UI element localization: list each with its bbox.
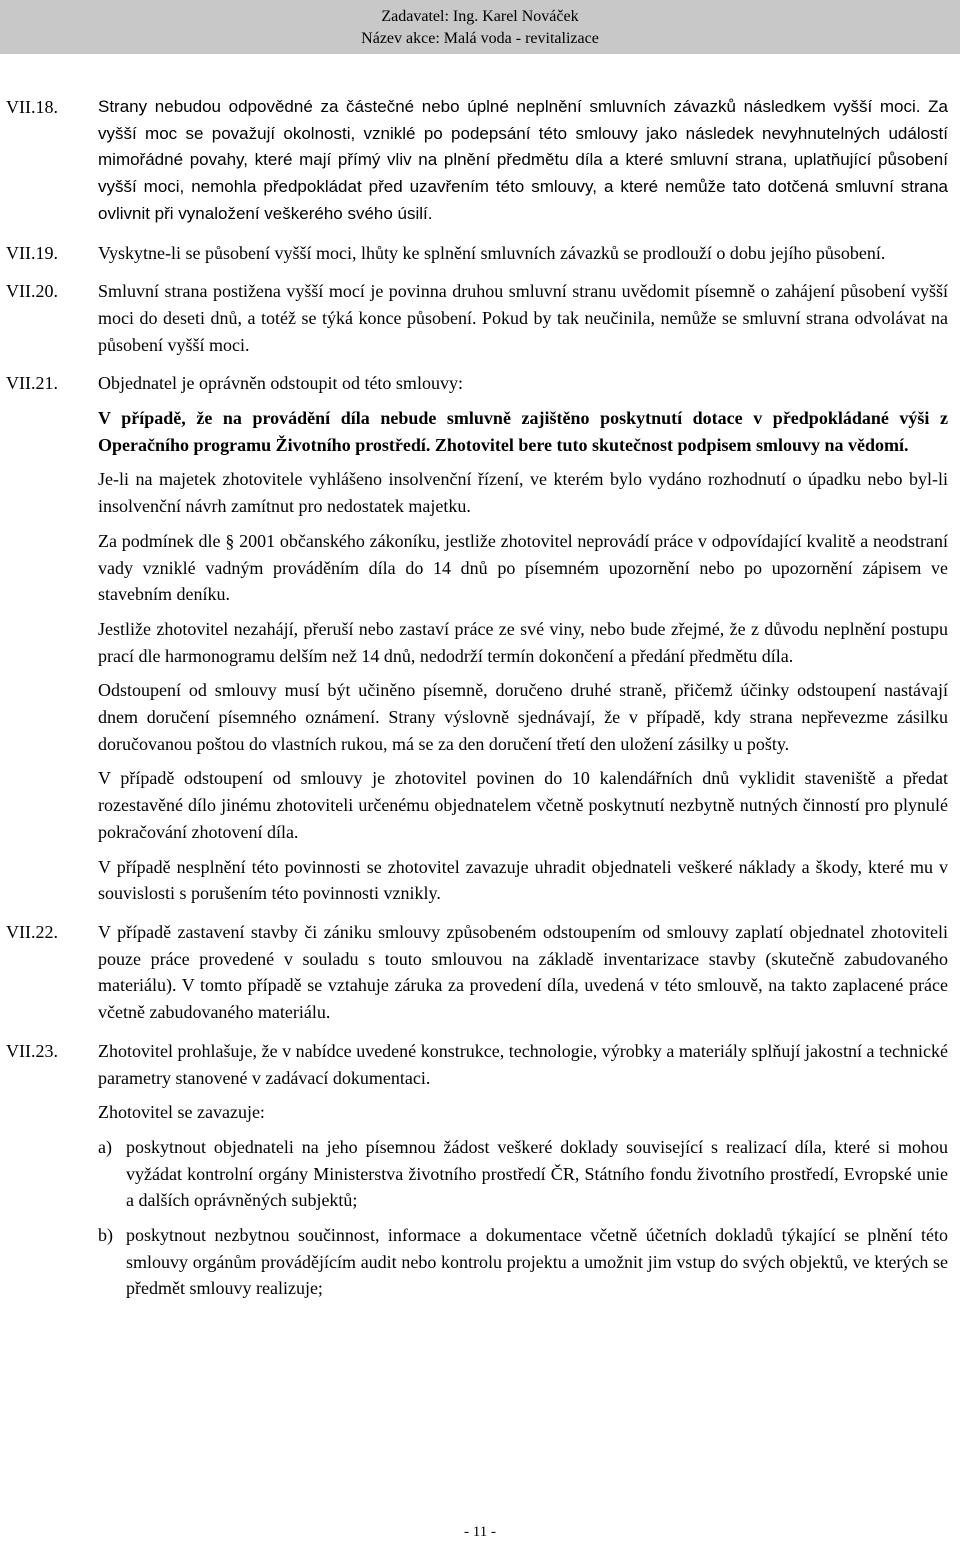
list-item-text: poskytnout objednateli na jeho písemnou žádost veškeré doklady související s realizací díla, které si mohou vyžádat kontrolní orgány Ministerstva životního prostředí ČR, Státního fondu životního prostředí, Evropské unie a dalších oprávněných subjektů; bbox=[126, 1136, 948, 1211]
clause-text: Smluvní strana postižena vyšší mocí je povinna druhou smluvní stranu uvědomit písemně o zahájení působení vyšší moci do deseti dnů, a totéž se týká konce působení. Pokud by tak neučinila, nemůže se smluvní strana odvolávat na působení vyšší moci. bbox=[98, 281, 948, 355]
page-number: - 11 - bbox=[464, 1524, 496, 1540]
clause-vii-18 bbox=[0, 94, 960, 228]
clause-number: VII.20. bbox=[6, 281, 58, 302]
clause-vii-23 bbox=[0, 1038, 960, 1302]
clause-paragraph-quality: Za podmínek dle § 2001 občanského zákoníku, jestliže zhotovitel neprovádí práce v odpovídající kvalitě a neodstraní vady vzniklé vadným prováděním díla do 14 dnů po písemném upozornění nebo po upozornění zápisem ve stavebním deníku. bbox=[98, 530, 948, 605]
clause-vii-21 bbox=[0, 370, 960, 907]
list-item-label: a) bbox=[98, 1136, 112, 1157]
clause-text: Zhotovitel prohlašuje, že v nabídce uvedené konstrukce, technologie, výrobky a materiály splňují jakostní a technické parametry stanovené v zadávací dokumentaci. bbox=[98, 1040, 948, 1088]
document-body bbox=[0, 94, 960, 1314]
clause-subheading: Zhotovitel se zavazuje: bbox=[98, 1102, 265, 1123]
clause-number: VII.19. bbox=[6, 242, 58, 263]
clause-text: Vyskytne-li se působení vyšší moci, lhůty ke splnění smluvních závazků se prodlouží o dobu jejího působení. bbox=[98, 242, 886, 263]
clause-number: VII.22. bbox=[6, 921, 58, 942]
clause-number: VII.23. bbox=[6, 1040, 58, 1061]
header-project: Název akce: Malá voda - revitalizace bbox=[361, 30, 599, 47]
clause-number: VII.18. bbox=[6, 97, 58, 117]
clause-paragraph-costs: V případě nesplnění této povinnosti se zhotovitel zavazuje uhradit objednateli veškeré náklady a škody, které mu v souvislosti s porušením této povinnosti vznikly. bbox=[98, 856, 948, 904]
clause-vii-22 bbox=[0, 919, 960, 1026]
clause-text: V případě zastavení stavby či zániku smlouvy způsobeném odstoupením od smlouvy zaplatí objednatel zhotoviteli pouze práce provedené v souladu s touto smlouvou na základě inventarizace stavby (skutečně zabudovaného materiálu). V tomto případě se vztahuje záruka za provedení díla, uvedená v této smlouvě, na takto zaplacené práce včetně zabudovaného materiálu. bbox=[98, 921, 948, 1023]
list-item bbox=[98, 1222, 948, 1302]
clause-paragraph-insolvency: Je-li na majetek zhotovitele vyhlášeno insolvenční řízení, ve kterém bylo vydáno rozhodnutí o úpadku nebo byl-li insolvenční návrh zamítnut pro nedostatek majetku. bbox=[98, 469, 948, 517]
list-item bbox=[98, 1134, 948, 1214]
clause-number: VII.21. bbox=[6, 373, 58, 394]
clause-paragraph-site-clearing: V případě odstoupení od smlouvy je zhotovitel povinen do 10 kalendářních dnů vyklidit staveniště a předat rozestavěné dílo jinému zhotoviteli určenému objednatelem včetně poskytnutí nezbytně nutných činností pro plynulé pokračování zhotovení díla. bbox=[98, 768, 948, 842]
document-header bbox=[0, 0, 960, 54]
clause-intro: Objednatel je oprávněn odstoupit od této smlouvy: bbox=[98, 373, 463, 394]
clause-paragraph-notice: Odstoupení od smlouvy musí být učiněno písemně, doručeno druhé straně, přičemž účinky odstoupení nastávají dnem doručení písemného oznámení. Strany výslovně sjednávají, že v případě, kdy strana nepřevezme zásilku doručovanou poštou do vlastních rukou, má se za den doručení třetí den uložení zásilky u pošty. bbox=[98, 680, 948, 754]
header-client: Zadavatel: Ing. Karel Nováček bbox=[381, 8, 579, 25]
clause-paragraph-subsidy: V případě, že na provádění díla nebude smluvně zajištěno poskytnutí dotace v předpokládané výši z Operačního programu Životního prostředí. Zhotovitel bere tuto skutečnost podpisem smlouvy na vědomí. bbox=[98, 408, 948, 455]
clause-vii-20 bbox=[0, 278, 960, 358]
clause-vii-19 bbox=[0, 240, 960, 267]
clause-paragraph-delay: Jestliže zhotovitel nezahájí, přeruší nebo zastaví práce ze své viny, nebo bude zřejmé, že z důvodu neplnění postupu prací dle harmonogramu delším než 14 dnů, nedodrží termín dokončení a předání předmětu díla. bbox=[98, 618, 948, 666]
list-item-label: b) bbox=[98, 1225, 113, 1246]
clause-text: Strany nebudou odpovědné za částečné nebo úplné neplnění smluvních závazků následkem vyšší moci. Za vyšší moc se považují okolnosti, vzniklé po podepsání této smlouvy jako následek nevyhnutelných událostí mimořádné povahy, které mají přímý vliv na plnění předmětu díla a které smluvní strana, uplatňující působení vyšší moci, nemohla předpokládat před uzavřením této smlouvy, a které nemůže tato dotčená smluvní strana ovlivnit při vynaložení veškerého svého úsilí. bbox=[98, 97, 948, 223]
list-item-text: poskytnout nezbytnou součinnost, informace a dokumentace včetně účetních dokladů týkající se plnění této smlouvy orgánům provádějícím audit nebo kontrolu projektu a umožnit jim vstup do svých objektů, ve kterých se předmět smlouvy realizuje; bbox=[126, 1225, 948, 1299]
